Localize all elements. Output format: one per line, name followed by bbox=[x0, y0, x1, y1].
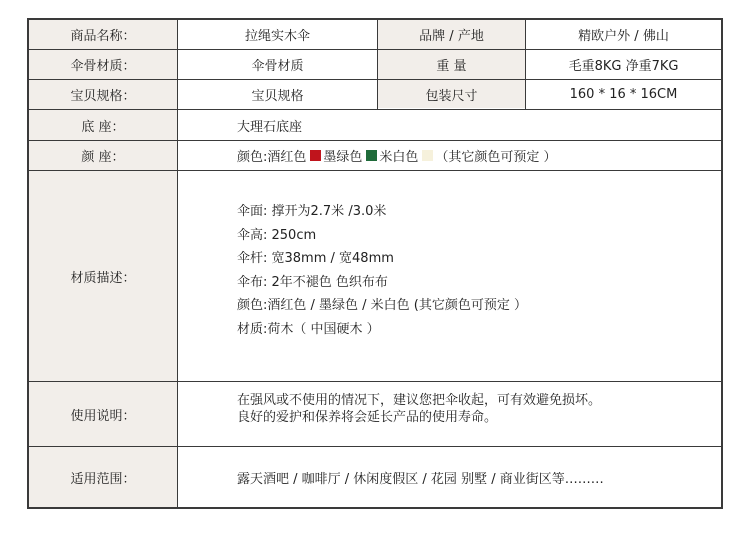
product-name-label: 商品名称： bbox=[70, 29, 136, 44]
color-value bbox=[237, 141, 557, 170]
weight-value: 毛重8KG 净重7KG bbox=[568, 59, 679, 74]
usage-lines bbox=[237, 392, 601, 426]
base-label: 底 座： bbox=[81, 119, 125, 135]
brand-origin-label: 品牌 / 产地 bbox=[419, 29, 484, 44]
product-spec-table bbox=[27, 18, 723, 509]
brand-origin-value: 精欧户外 / 佛山 bbox=[578, 29, 669, 44]
frame-material-label: 伞骨材质： bbox=[70, 59, 136, 74]
package-size-value: 160 * 16 * 16CM bbox=[569, 87, 678, 102]
frame-material-value: 伞骨材质 bbox=[251, 59, 304, 74]
red-swatch bbox=[310, 150, 321, 161]
white-swatch bbox=[422, 150, 433, 161]
material-desc-lines bbox=[237, 200, 527, 341]
color-suffix: （其它颜色可预定 ） bbox=[435, 150, 557, 165]
material-line: 材质:荷木（ 中国硬木 ） bbox=[237, 321, 380, 337]
base-value: 大理石底座 bbox=[237, 119, 303, 135]
usage-line: 在强风或不使用的情况下，建议您把伞收起，可有效避免损坏。 bbox=[237, 393, 602, 408]
color-prefix: 颜色:酒红色 bbox=[237, 150, 307, 165]
package-size-label: 包装尺寸 bbox=[425, 89, 478, 104]
weight-label: 重 量 bbox=[436, 59, 467, 74]
usage-line: 良好的爱护和保养将会延长产品的使用寿命。 bbox=[237, 410, 498, 425]
scope-label: 适用范围： bbox=[70, 471, 136, 487]
color-label: 颜 座： bbox=[81, 150, 125, 165]
material-desc-label: 材质描述： bbox=[70, 270, 136, 286]
spec-value: 宝贝规格 bbox=[251, 89, 304, 104]
material-line: 伞杆: 宽38mm / 宽48mm bbox=[237, 251, 394, 266]
material-line: 伞布: 2年不褪色 色织布布 bbox=[237, 274, 388, 290]
material-line: 伞高: 250cm bbox=[237, 227, 317, 243]
white-text: 米白色 bbox=[379, 150, 419, 165]
green-swatch bbox=[366, 150, 377, 161]
scope-value: 露天酒吧 / 咖啡厅 / 休闲度假区 / 花园 别墅 / 商业街区等……… bbox=[237, 471, 604, 487]
material-line: 伞面: 撑开为2.7米 /3.0米 bbox=[237, 204, 387, 219]
green-text: 墨绿色 bbox=[323, 150, 363, 165]
usage-label: 使用说明： bbox=[70, 408, 136, 424]
material-line: 颜色:酒红色 / 墨绿色 / 米白色 (其它颜色可预定 ） bbox=[237, 298, 528, 313]
spec-label: 宝贝规格： bbox=[70, 89, 136, 104]
product-name-value: 拉绳实木伞 bbox=[244, 29, 310, 44]
